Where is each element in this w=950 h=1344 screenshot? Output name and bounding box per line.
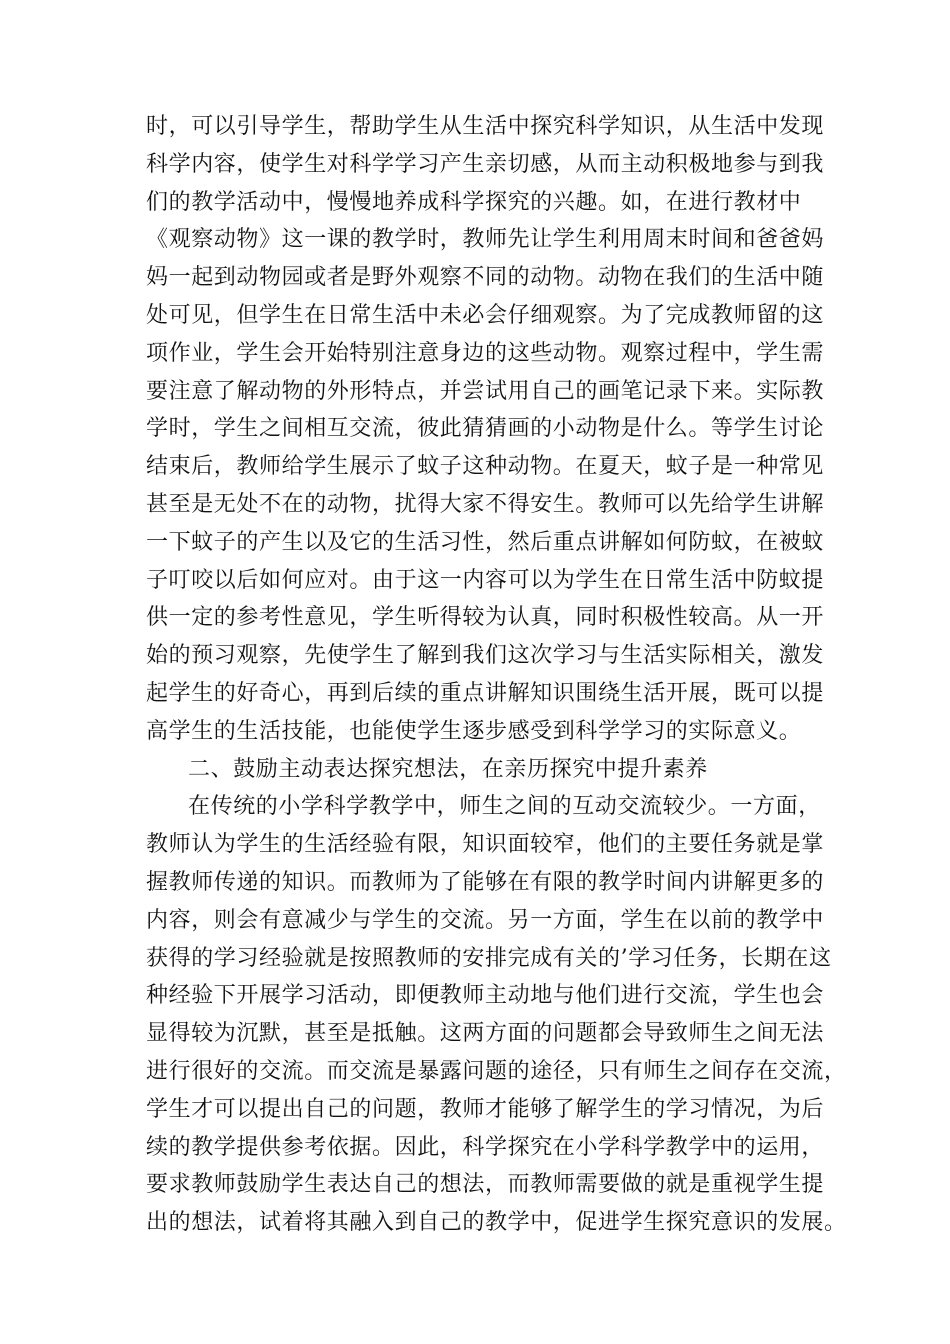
text-line: 在传统的小学科学教学中，师生之间的互动交流较少。一方面，: [188, 794, 821, 820]
text-line: 显得较为沉默，甚至是抵触。这两方面的问题都会导致师生之间无法: [146, 1021, 825, 1047]
text-line: 种经验下开展学习活动，即便教师主动地与他们进行交流，学生也会: [146, 983, 825, 1009]
text-line: 握教师传递的知识。而教师为了能够在有限的教学时间内讲解更多的: [146, 869, 825, 895]
section-heading: 二、鼓励主动表达探究想法，在亲历探究中提升素养: [188, 756, 708, 782]
text-line: 处可见，但学生在日常生活中未必会仔细观察。为了完成教师留的这: [146, 302, 825, 328]
text-line: 时，可以引导学生，帮助学生从生活中探究科学知识，从生活中发现: [146, 114, 825, 139]
text-line: 们的教学活动中，慢慢地养成科学探究的兴趣。如，在进行教材中: [146, 189, 802, 215]
text-line: 甚至是无处不在的动物，扰得大家不得安生。教师可以先给学生讲解: [146, 491, 825, 517]
text-line: 要求教师鼓励学生表达自己的想法，而教师需要做的就是重视学生提: [146, 1172, 825, 1198]
document-body: [146, 108, 847, 1242]
text-line: 始的预习观察，先使学生了解到我们这次学习与生活实际相关，激发: [146, 643, 825, 669]
text-line: 内容，则会有意减少与学生的交流。另一方面，学生在以前的教学中: [146, 907, 825, 933]
text-line: 子叮咬以后如何应对。由于这一内容可以为学生在日常生活中防蚊提: [146, 567, 825, 593]
text-line: 妈一起到动物园或者是野外观察不同的动物。动物在我们的生活中随: [146, 265, 825, 291]
text-line: 《观察动物》这一课的教学时，教师先让学生利用周末时间和爸爸妈: [146, 227, 825, 253]
text-line: 学时，学生之间相互交流，彼此猜猜画的小动物是什么。等学生讨论: [146, 416, 825, 442]
text-line: 教师认为学生的生活经验有限，知识面较窄，他们的主要任务就是掌: [146, 832, 825, 858]
text-line: 获得的学习经验就是按照教师的安排完成有关的’学习任务，长期在这: [146, 945, 832, 971]
text-line: 科学内容，使学生对科学学习产生亲切感，从而主动积极地参与到我: [146, 151, 825, 177]
text-line: 高学生的生活技能，也能使学生逐步感受到科学学习的实际意义。: [146, 718, 802, 744]
text-line: 起学生的好奇心，再到后续的重点讲解知识围绕生活开展，既可以提: [146, 680, 825, 706]
text-line: 供一定的参考性意见，学生听得较为认真，同时积极性较高。从一开: [146, 605, 825, 631]
text-line: 出的想法，试着将其融入到自己的教学中，促进学生探究意识的发展。: [146, 1210, 847, 1236]
text-line: 一下蚊子的产生以及它的生活习性，然后重点讲解如何防蚊，在被蚊: [146, 529, 825, 555]
text-line: 项作业，学生会开始特别注意身边的这些动物。观察过程中，学生需: [146, 340, 825, 366]
text-line: 学生才可以提出自己的问题，教师才能够了解学生的学习情况，为后: [146, 1096, 825, 1122]
text-line: 进行很好的交流。而交流是暴露问题的途径，只有师生之间存在交流，: [146, 1058, 847, 1084]
text-line: 结束后，教师给学生展示了蚊子这种动物。在夏天，蚊子是一种常见: [146, 454, 825, 480]
text-line: 要注意了解动物的外形特点，并尝试用自己的画笔记录下来。实际教: [146, 378, 825, 404]
text-line: 续的教学提供参考依据。因此，科学探究在小学科学教学中的运用，: [146, 1134, 825, 1160]
